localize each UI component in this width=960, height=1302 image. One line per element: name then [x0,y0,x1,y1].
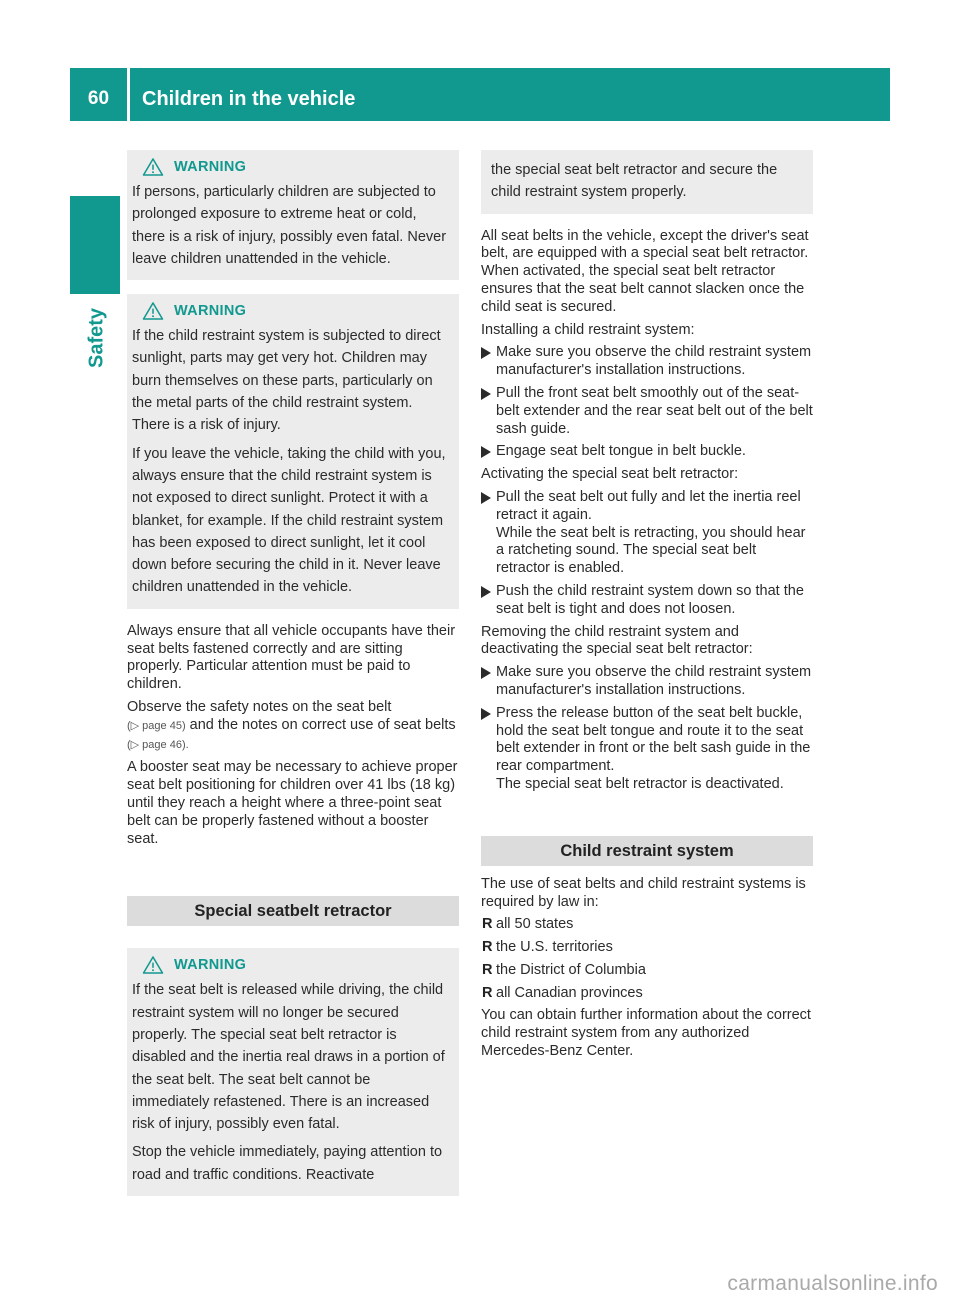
warning-header [132,956,449,974]
paragraph: The use of seat belts and child restraint systems is required by law in: [481,875,806,910]
procedure-heading: Installing a child restraint system: [481,321,695,338]
bullet-marker: R [482,984,493,1001]
list-item-text: the District of Columbia [496,961,646,978]
warning-text: If the seat belt is released while driving, the child restraint system will no longer be secured properly. The special seat belt retractor is disabled and the inertia real draws in a portion of the seat belt. The seat belt cannot be immediately refastened. There is an increased risk of injury, possibly even fatal. [132,982,445,1133]
section-heading: Special seatbelt retractor [127,896,459,926]
page-reference-link[interactable]: (▷ page 46). [127,738,189,751]
list-item [481,962,813,980]
list-item-text: all 50 states [496,916,574,933]
step-text: Make sure you observe the child restraint system manufacturer's installation instructions. [496,344,812,379]
list-item-text: all Canadian provinces [496,984,643,1001]
page-reference-link[interactable]: (▷ page 45) [127,719,186,732]
procedure-heading: Activating the special seat belt retractor: [481,466,739,483]
right-column [481,150,813,1066]
page-title: Children in the vehicle [142,88,356,110]
step-item [481,583,813,619]
paragraph: A booster seat may be necessary to achieve proper seat belt positioning for children over 41 lbs (18 kg) until they reach a height where a three-point seat belt can be properly fastened without a booster seat. [127,759,458,847]
warning-triangle-icon [142,158,164,176]
chapter-tab-block [70,196,120,294]
warning-title: WARNING [174,303,247,320]
step-item [481,385,813,438]
warning-header [132,158,449,176]
paragraph-text: and the notes on correct use of seat belts [185,716,456,733]
step-text: Press the release button of the seat belt buckle, hold the seat belt tongue and route it to the seat belt extender in front or the belt sash guide in the rear compartment. [496,704,811,775]
watermark: carmanualsonline.info [727,1272,938,1295]
section-heading: Child restraint system [481,836,813,866]
step-arrow-icon [481,347,491,359]
step-text: Pull the front seat belt smoothly out of the seat-belt extender and the rear seat belt out of the belt sash guide. [496,384,813,437]
header-bar [70,68,890,121]
bullet-marker: R [482,961,493,978]
step-item [481,489,813,578]
list-item-text: the U.S. territories [496,939,613,956]
header-divider [127,68,130,121]
warning-triangle-icon [142,302,164,320]
step-text: Pull the seat belt out fully and let the inertia reel retract it again. [496,488,801,523]
warning-box-heat [127,150,459,280]
list-item [481,985,813,1003]
step-arrow-icon [481,708,491,720]
step-text: Push the child restraint system down so that the seat belt is tight and does not loosen. [496,582,804,617]
warning-text: If persons, particularly children are subjected to prolonged exposure to extreme heat or cold, there is a risk of injury, possibly even fatal. Never leave children unattended in the vehicle. [132,184,447,267]
warning-title: WARNING [174,957,247,974]
warning-text: If you leave the vehicle, taking the child with you, always ensure that the child restraint system is not exposed to direct sunlight. Protect it with a blanket, for example. If the child restraint system has been exposed to direct sunlight, let it cool down before securing the child in it. Never leave children unattended in the vehicle. [132,445,446,596]
paragraph: You can obtain further information about the correct child restraint system from any authorized Mercedes-Benz Center. [481,1007,811,1060]
page-number: 60 [87,88,110,109]
step-arrow-icon [481,388,491,400]
step-arrow-icon [481,492,491,504]
warning-text: If the child restraint system is subjected to direct sunlight, parts may get very hot. Children may burn themselves on these parts, particularly on the metal parts of the child restraint system. There is a risk of injury. [132,328,441,434]
step-arrow-icon [481,586,491,598]
warning-box-sunlight [127,294,459,609]
procedure-heading: Removing the child restraint system and deactivating the special seat belt retractor: [481,623,753,658]
warning-text: the special seat belt retractor and secure the child restraint system properly. [491,162,778,201]
warning-header [132,302,449,320]
list-item [481,939,813,957]
warning-title: WARNING [174,159,247,175]
bullet-marker: R [482,916,493,933]
warning-triangle-icon [142,956,164,974]
bullet-marker: R [482,939,493,956]
warning-text: Stop the vehicle immediately, paying attention to road and traffic conditions. Reactivate [132,1144,443,1183]
warning-continuation-box [481,150,813,214]
list-item [481,916,813,934]
step-result: While the seat belt is retracting, you should hear a ratcheting sound. The special seat belt retractor is enabled. [496,524,806,577]
paragraph: All seat belts in the vehicle, except the driver's seat belt, are equipped with a special seat belt retractor. When activated, the special seat belt retractor ensures that the seat belt cannot slacken once the child seat is secured. [481,227,809,315]
paragraph-text: Observe the safety notes on the seat belt [127,698,392,715]
step-item [481,705,813,794]
step-text: Make sure you observe the child restraint system manufacturer's installation instructions. [496,664,812,698]
step-text: Engage seat belt tongue in belt buckle. [496,443,746,460]
chapter-label [77,308,117,368]
chapter-label-text: Safety [85,307,108,369]
step-item [481,443,813,461]
step-item [481,344,813,380]
step-arrow-icon [481,446,491,458]
step-arrow-icon [481,667,491,679]
warning-box-retractor [127,948,459,1196]
paragraph: Always ensure that all vehicle occupants have their seat belts fastened correctly and are sitting properly. Particular attention must be paid to children. [127,622,456,693]
step-item [481,664,813,700]
paragraph-with-references [127,699,459,754]
left-column [127,150,459,1210]
step-result: The special seat belt retractor is deactivated. [496,775,784,792]
